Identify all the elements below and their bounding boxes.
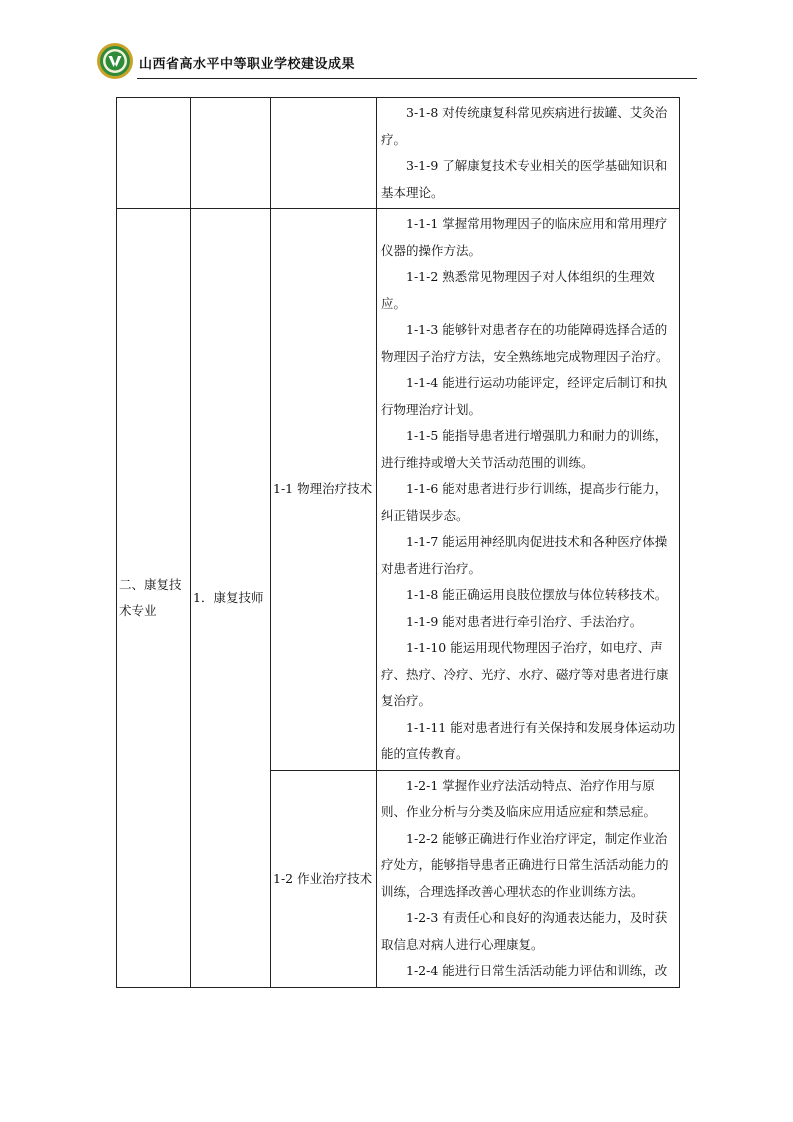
- list-item: 1-1-10 能运用现代物理因子治疗，如电疗、声疗、热疗、冷疗、光疗、水疗、磁疗等对患者进行康复治疗。: [381, 640, 669, 708]
- role-cell: 1．康复技师: [191, 209, 271, 988]
- ability-list: [377, 770, 680, 987]
- list-item: 1-1-6 能对患者进行步行训练，提高步行能力，纠正错误步态。: [381, 481, 668, 523]
- section-name: 1-1 物理治疗技术: [271, 209, 377, 771]
- list-item: 1-1-11 能对患者进行有关保持和发展身体运动功能的宣传教育。: [381, 719, 676, 761]
- list-item: 1-1-3 能够针对患者存在的功能障碍选择合适的物理因子治疗方法，安全熟练地完成物理因子治疗。: [381, 322, 669, 364]
- page-header: [93, 42, 693, 84]
- list-item: 1-1-4 能进行运动功能评定，经评定后制订和执行物理治疗计划。: [381, 375, 668, 417]
- table-row: [117, 209, 680, 771]
- ability-list: [377, 209, 680, 771]
- list-item: 1-2-3 有责任心和良好的沟通表达能力，及时获取信息对病人进行心理康复。: [381, 910, 668, 952]
- table-row: [117, 98, 680, 209]
- ability-list: [377, 98, 680, 209]
- list-item: 1-1-1 掌握常用物理因子的临床应用和常用理疗仪器的操作方法。: [381, 216, 668, 258]
- school-emblem-icon: [96, 42, 134, 80]
- list-item: 1-2-1 掌握作业疗法活动特点、治疗作用与原则、作业分析与分类及临床应用适应症和禁忌症。: [381, 777, 657, 819]
- list-item: 1-2-2 能够正确进行作业治疗评定，制定作业治疗处方，能够指导患者正确进行日常生活活动能力的训练，合理选择改善心理状态的作业训练方法。: [381, 830, 669, 899]
- section-name: 1-2 作业治疗技术: [271, 770, 377, 987]
- table-cell: [191, 98, 271, 209]
- list-item: 3-1-9 了解康复技术专业相关的医学基础知识和基本理论。: [381, 158, 668, 200]
- table-cell: [271, 98, 377, 209]
- list-item: 1-1-5 能指导患者进行增强肌力和耐力的训练，进行维持或增大关节活动范围的训练。: [381, 428, 668, 470]
- list-item: 1-1-7 能运用神经肌肉促进技术和各种医疗体操对患者进行治疗。: [381, 534, 668, 576]
- curriculum-table: [116, 97, 680, 988]
- list-item: 1-1-8 能正确运用良肢位摆放与体位转移技术。: [406, 587, 668, 602]
- list-item: 3-1-8 对传统康复科常见疾病进行拔罐、艾灸治疗。: [381, 105, 668, 147]
- major-cell: 二、康复技术专业: [117, 209, 191, 988]
- list-item: 1-1-9 能对患者进行牵引治疗、手法治疗。: [406, 613, 643, 629]
- header-title: 山西省高水平中等职业学校建设成果: [139, 57, 356, 72]
- table-cell: [117, 98, 191, 209]
- list-item: 1-2-4 能进行日常生活活动能力评估和训练，改: [406, 963, 668, 978]
- header-divider: [137, 78, 697, 79]
- list-item: 1-1-2 熟悉常见物理因子对人体组织的生理效应。: [381, 269, 655, 311]
